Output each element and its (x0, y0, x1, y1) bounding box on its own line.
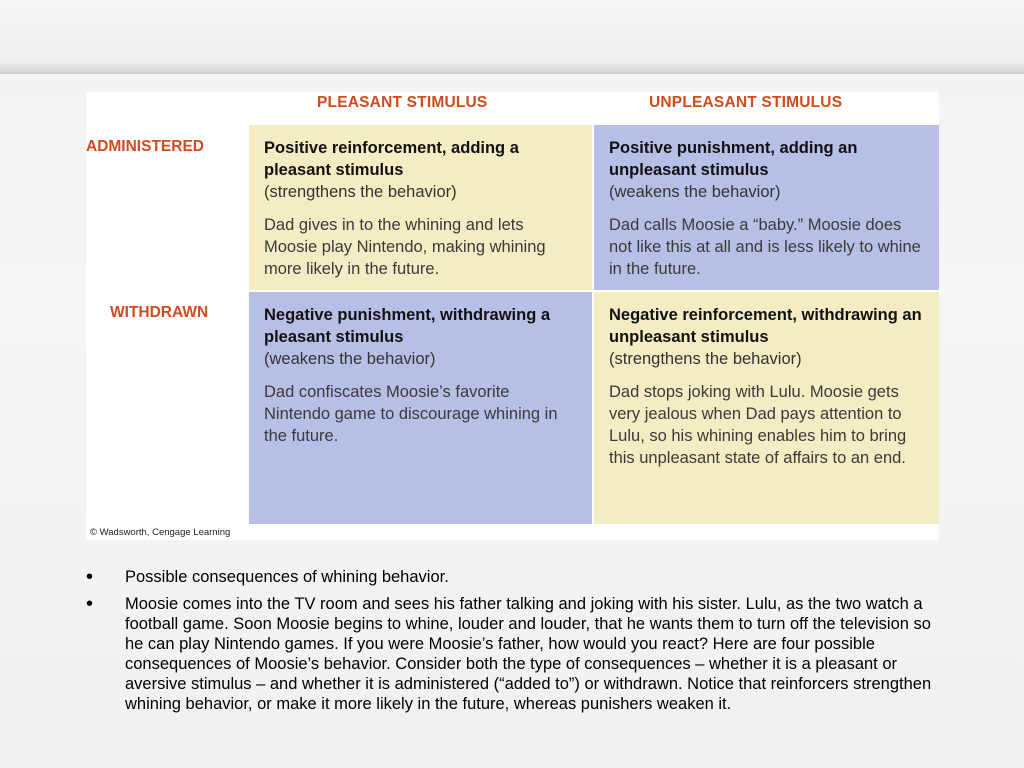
bullet-item (86, 567, 946, 587)
copyright-credit: © Wadsworth, Cengage Learning (90, 527, 231, 538)
bullet-text: Moosie comes into the TV room and sees his father talking and joking with his sister. Lulu, as the two watch a football game. Soon Moosie begins to whine, louder and louder, that he wants them to turn off the television so he can play Nintendo games. If you were Moosie’s father, how would you react? Here are four possible consequences of Moosie’s behavior. Consider both the type of consequences – whether it is a pleasant or aversive stimulus – and whether it is administered (“added to”) or withdrawn. Notice that reinforcers strengthen whining behavior, or make it more likely in the future, whereas punishers weaken it. (125, 595, 932, 713)
bullet-item (86, 594, 946, 714)
cell-title: Positive punishment, adding an unpleasant stimulus (609, 139, 858, 179)
cell-subtitle: (weakens the behavior) (264, 350, 436, 368)
row-header-administered: ADMINISTERED (86, 138, 204, 155)
cell-description: Dad confiscates Moosie’s favorite Nintendo game to discourage whining in the future. (264, 383, 558, 445)
cell-negative-reinforcement (594, 292, 939, 524)
bullet-list (86, 567, 946, 721)
cell-title: Positive reinforcement, adding a pleasant stimulus (264, 139, 519, 179)
column-header-unpleasant: UNPLEASANT STIMULUS (649, 94, 843, 111)
cell-title: Negative reinforcement, withdrawing an unpleasant stimulus (609, 306, 922, 346)
slide-header-band (0, 0, 1024, 74)
cell-description: Dad gives in to the whining and lets Moosie play Nintendo, making whining more likely in the future. (264, 216, 546, 278)
bullet-text: Possible consequences of whining behavior. (125, 568, 449, 586)
bullet-icon: • (86, 593, 94, 615)
cell-subtitle: (strengthens the behavior) (609, 350, 802, 368)
cell-subtitle: (weakens the behavior) (609, 183, 781, 201)
cell-negative-punishment (249, 292, 592, 524)
column-header-pleasant: PLEASANT STIMULUS (317, 94, 488, 111)
cell-description: Dad stops joking with Lulu. Moosie gets very jealous when Dad pays attention to Lulu, so his whining enables him to bring this unpleasant state of affairs to an end. (609, 383, 907, 467)
cell-title: Negative punishment, withdrawing a pleasant stimulus (264, 306, 551, 346)
cell-subtitle: (strengthens the behavior) (264, 183, 457, 201)
bullet-icon: • (86, 566, 94, 588)
row-header-withdrawn: WITHDRAWN (110, 304, 209, 321)
cell-positive-punishment (594, 125, 939, 290)
consequences-figure (86, 92, 939, 540)
cell-description: Dad calls Moosie a “baby.” Moosie does not like this at all and is less likely to whine in the future. (609, 216, 921, 278)
cell-positive-reinforcement (249, 125, 592, 290)
